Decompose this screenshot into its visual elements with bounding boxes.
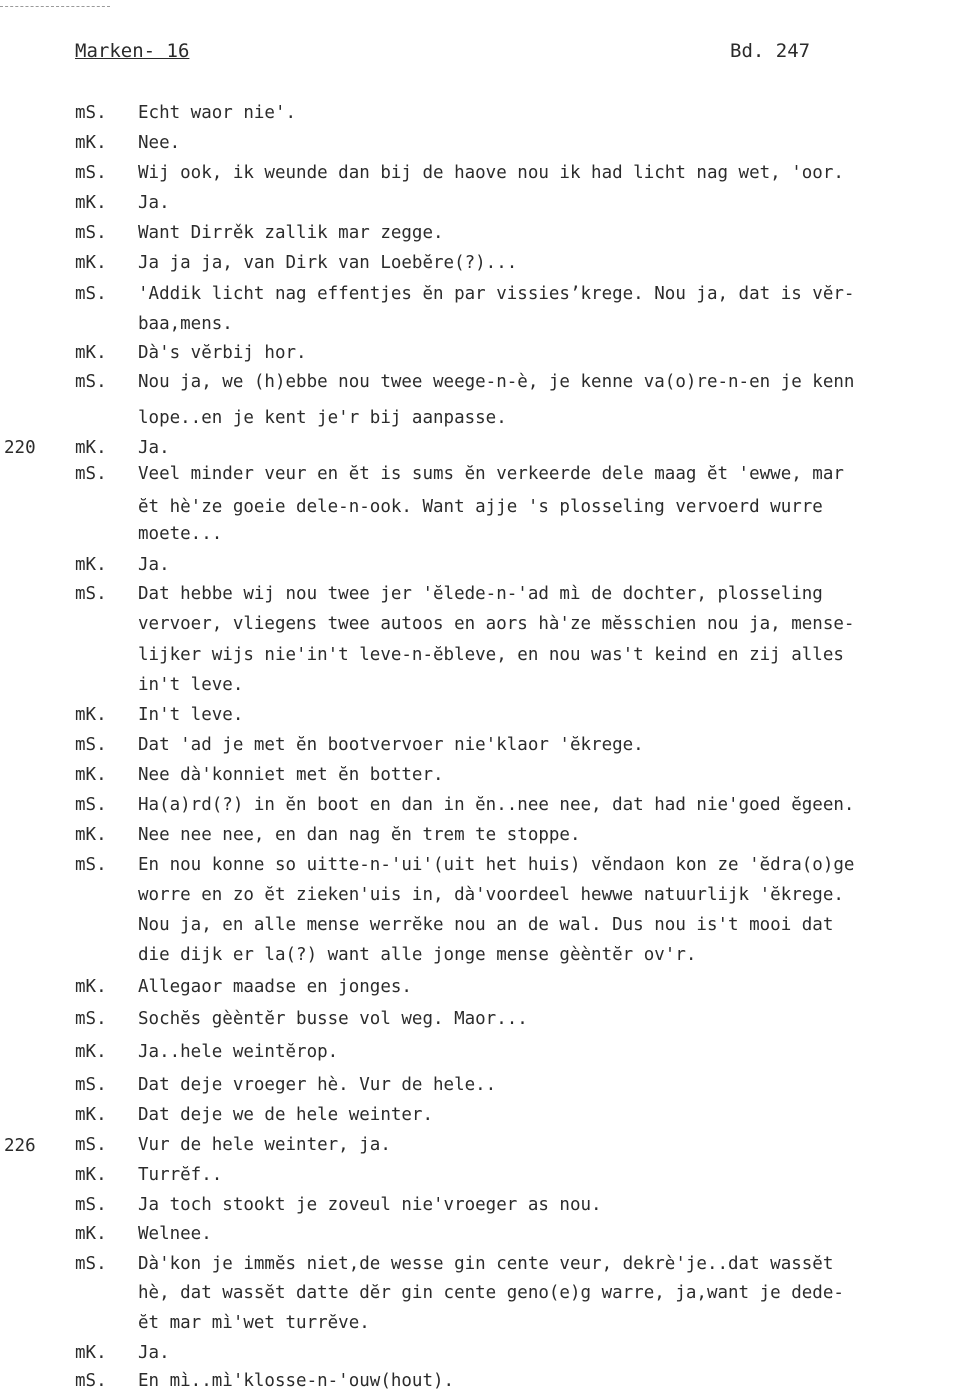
speaker-label: mS. (75, 284, 107, 304)
utterance-text: Dat deje we de hele weinter. (138, 1105, 434, 1125)
speaker-label: mS. (75, 1075, 107, 1095)
utterance-text: Nou ja, we (h)ebbe nou twee weege-n-è, je kenne va(o)re-n-en je kenn (138, 372, 855, 392)
utterance-text: Sochĕs gèèntĕr busse vol weg. Maor... (138, 1009, 528, 1029)
line-number: 220 (4, 438, 36, 458)
speaker-label: mS. (75, 1254, 107, 1274)
utterance-text: In't leve. (138, 705, 244, 725)
speaker-label: mK. (75, 1042, 107, 1062)
speaker-label: mK. (75, 1165, 107, 1185)
page-top-rule (0, 6, 110, 7)
utterance-text: Ja. (138, 555, 170, 575)
speaker-label: mS. (75, 103, 107, 123)
utterance-text: Vur de hele weinter, ja. (138, 1135, 391, 1155)
utterance-text: Echt waor nie'. (138, 103, 297, 123)
line-number: 226 (4, 1136, 36, 1156)
utterance-text: ĕt mar mì'wet turrĕve. (138, 1313, 370, 1333)
utterance-text: Ha(a)rd(?) in ĕn boot en dan in ĕn..nee nee, dat had nie'goed ĕgeen. (138, 795, 855, 815)
speaker-label: mK. (75, 1224, 107, 1244)
utterance-text: Ja. (138, 1343, 170, 1363)
speaker-label: mS. (75, 795, 107, 815)
utterance-text: Nee nee nee, en dan nag ĕn trem te stoppe. (138, 825, 581, 845)
utterance-text: Ja..hele weintĕrop. (138, 1042, 339, 1062)
utterance-text: hè, dat wassĕt datte dĕr gin cente geno(e)g warre, ja,want je dede- (138, 1283, 844, 1303)
speaker-label: mK. (75, 193, 107, 213)
utterance-text: worre en zo ĕt zieken'uis in, dà'voordeel hewwe natuurlijk 'ĕkrege. (138, 885, 844, 905)
utterance-text: Wij ook, ik weunde dan bij de haove nou ik had licht nag wet, 'oor. (138, 163, 844, 183)
utterance-text: ĕt hè'ze goeie dele-n-ook. Want ajje 's plosseling vervoerd wurre (138, 497, 823, 517)
speaker-label: mK. (75, 438, 107, 458)
speaker-label: mS. (75, 464, 107, 484)
utterance-text: Dat 'ad je met ĕn bootvervoer nie'klaor 'ĕkrege. (138, 735, 644, 755)
utterance-text: Dat hebbe wij nou twee jer 'ĕlede-n-'ad mì de dochter, plosseling (138, 584, 823, 604)
utterance-text: En nou konne so uitte-n-'ui'(uit het huis) vĕndaon kon ze 'ĕdra(o)ge (138, 855, 855, 875)
speaker-label: mK. (75, 977, 107, 997)
speaker-label: mS. (75, 372, 107, 392)
utterance-text: die dijk er la(?) want alle jonge mense gèèntĕr ov'r. (138, 945, 697, 965)
speaker-label: mK. (75, 1343, 107, 1363)
utterance-text: Want Dirrěk zallik mar zegge. (138, 223, 444, 243)
header-page-number: Bd. 247 (730, 40, 811, 62)
utterance-text: Dà'kon je immĕs niet,de wesse gin cente veur, dekrè'je..dat wassĕt (138, 1254, 834, 1274)
utterance-text: lope..en je kent je'r bij aanpasse. (138, 408, 507, 428)
utterance-text: baa,mens. (138, 314, 233, 334)
utterance-text: lijker wijs nie'in't leve-n-ĕbleve, en nou was't keind en zij alles (138, 645, 844, 665)
speaker-label: mK. (75, 253, 107, 273)
speaker-label: mK. (75, 133, 107, 153)
utterance-text: Ja. (138, 193, 170, 213)
utterance-text: Nou ja, en alle mense werrĕke nou an de wal. Dus nou is't mooi dat (138, 915, 834, 935)
utterance-text: Nee dà'konniet met ĕn botter. (138, 765, 444, 785)
utterance-text: Allegaor maadse en jonges. (138, 977, 412, 997)
utterance-text: Dat deje vroeger hè. Vur de hele.. (138, 1075, 497, 1095)
utterance-text: Ja toch stookt je zoveul nie'vroeger as nou. (138, 1195, 602, 1215)
speaker-label: mK. (75, 343, 107, 363)
speaker-label: mK. (75, 555, 107, 575)
speaker-label: mS. (75, 163, 107, 183)
speaker-label: mS. (75, 1195, 107, 1215)
utterance-text: Nee. (138, 133, 181, 153)
speaker-label: mS. (75, 855, 107, 875)
speaker-label: mS. (75, 223, 107, 243)
utterance-text: Ja. (138, 438, 170, 458)
speaker-label: mS. (75, 735, 107, 755)
utterance-text: in't leve. (138, 675, 244, 695)
speaker-label: mS. (75, 1135, 107, 1155)
utterance-text: En mì..mì'klosse-n-'ouw(hout). (138, 1371, 455, 1391)
speaker-label: mK. (75, 825, 107, 845)
speaker-label: mS. (75, 584, 107, 604)
utterance-text: vervoer, vliegens twee autoos en aors hà'ze mĕsschien nou ja, mense- (138, 614, 855, 634)
utterance-text: Welnee. (138, 1224, 212, 1244)
speaker-label: mS. (75, 1371, 107, 1391)
header-title: Marken- 16 (75, 40, 190, 62)
utterance-text: Veel minder veur en ĕt is sums ĕn verkeerde dele maag ĕt 'ewwe, mar (138, 464, 844, 484)
utterance-text: moete... (138, 524, 223, 544)
utterance-text: Dà's vĕrbij hor. (138, 343, 307, 363)
utterance-text: Ja ja ja, van Dirk van Loebĕre(?)... (138, 253, 518, 273)
utterance-text: Turrĕf.. (138, 1165, 223, 1185)
speaker-label: mK. (75, 705, 107, 725)
speaker-label: mK. (75, 1105, 107, 1125)
speaker-label: mS. (75, 1009, 107, 1029)
speaker-label: mK. (75, 765, 107, 785)
utterance-text: 'Addik licht nag effentjes ĕn par vissies’krege. Nou ja, dat is vĕr- (138, 284, 855, 304)
